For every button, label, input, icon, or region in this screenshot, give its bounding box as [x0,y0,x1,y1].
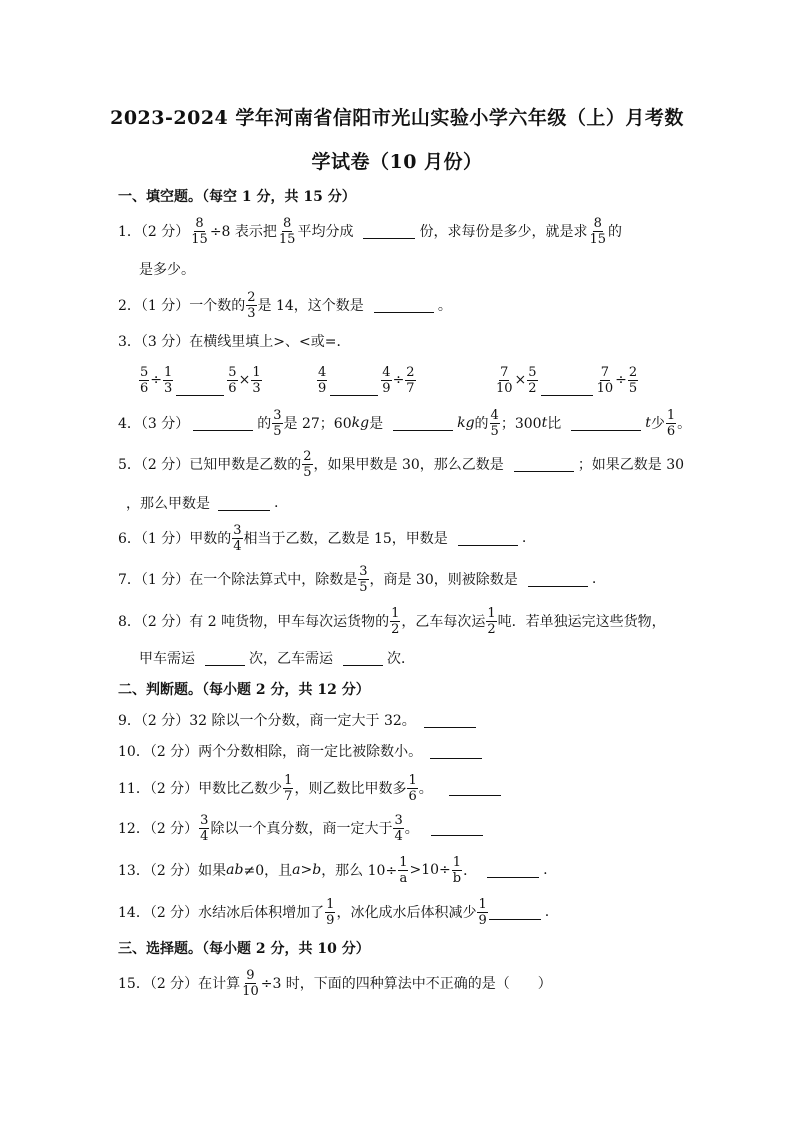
unit-t: t [645,415,651,431]
fraction-1-3: $\frac{1}{3}$ [252,364,261,396]
q7-text: ，商是 30，则被除数是 [369,572,518,588]
q10-text: 10．（2 分）两个分数相除，商一定比被除数小。 [118,744,423,760]
exam-title-line2: 学试卷（10 月份） [311,151,483,173]
divide-sign: ÷ [615,372,627,388]
q2-text-2: 是 14，这个数是 [257,298,364,314]
fraction-3-5: $\frac{3}{5}$ [273,407,282,439]
var-b: b [312,862,322,878]
fraction-5-2: $\frac{5}{2}$ [528,364,537,396]
question-12 [118,805,487,851]
compare-blank[interactable] [541,365,593,396]
fraction-8-15: $\frac{8}{15}$ [278,215,296,247]
q4-number: 4．（3 分） [118,416,190,432]
q7-text: 7．（1 分）在一个除法算式中，除数是 [118,572,358,588]
q12-text: 12．（2 分） [118,821,199,837]
exam-title-line1: 2023-2024 学年河南省信阳市光山实验小学六年级（上）月考数 [110,107,684,129]
divide-sign: ÷ [392,372,405,388]
q5-text: . [274,495,279,511]
fraction-9-10: $\frac{9}{10}$ [242,967,259,999]
fraction-4-5: $\frac{4}{5}$ [490,407,499,439]
question-4 [118,400,691,446]
times-sign: × [238,372,251,388]
fraction-1-b: $\frac{1}{b}$ [452,854,462,886]
q4-text: 是 [369,416,384,432]
fraction-2-3: $\frac{2}{3}$ [247,289,256,321]
compare-blank[interactable] [330,365,378,396]
q5-text: ；如果乙数是 30 [577,457,685,473]
q14-text: 14．（2 分）水结冰后体积增加了 [118,905,325,921]
answer-blank[interactable] [218,496,270,511]
q3-text: 3．（3 分）在横线里填上>、<或=． [118,334,351,350]
var-a: a [292,862,301,878]
q1-number: 1．（2 分） [118,224,190,240]
greater-sign: > [300,862,313,878]
q11-text: 11．（2 分）甲数比乙数少 [118,781,283,797]
q14-text: . [544,904,550,920]
fraction-3-5: $\frac{3}{5}$ [359,563,368,595]
q4-text: 。 [677,416,692,432]
q4-text: 的 [257,416,272,432]
q4-text: 少 [650,416,665,432]
answer-blank[interactable] [514,457,574,472]
section-choice-heading: 三、选择题。（每小题 2 分，共 10 分） [118,941,370,957]
answer-blank[interactable] [458,531,518,546]
answer-blank[interactable] [528,572,588,587]
fraction-1-a: $\frac{1}{a}$ [399,854,408,886]
q13-text: >10÷ [409,862,451,878]
answer-blank[interactable] [430,744,482,759]
fraction-8-15: $\frac{8}{15}$ [589,215,606,247]
q15-text: 15．（2 分）在计算 [118,976,241,992]
q6-text: 相当于乙数，乙数是 15，甲数是 [243,531,448,547]
question-13 [118,847,548,893]
fraction-3-4: $\frac{3}{4}$ [394,812,403,844]
question-14 [118,889,549,935]
fraction-2-7: $\frac{2}{7}$ [406,364,415,396]
q6-text: . [521,530,527,546]
answer-blank[interactable] [487,863,539,878]
q9-text: 9．（2 分）32 除以一个分数，商一定大于 32。 [118,713,416,729]
q8-text: 吨．若单独运完这些货物， [497,614,666,630]
fraction-1-6: $\frac{1}{6}$ [666,407,676,439]
section-fill-blank-heading: 一、填空题。（每空 1 分，共 15 分） [118,189,356,205]
fraction-1-2: $\frac{1}{2}$ [391,605,400,637]
answer-blank[interactable] [449,781,501,796]
q3-compare-3 [494,357,639,403]
answer-blank[interactable] [571,416,641,431]
q1-text-5: 是多少。 [139,262,195,278]
q13-text: . [543,862,548,878]
answer-blank[interactable] [424,713,476,728]
q2-text-1: 2．（1 分）一个数的 [118,298,246,314]
answer-blank[interactable] [393,416,453,431]
divide-sign: ÷ [150,372,163,388]
q11-text: ，则乙数比甲数多 [294,781,407,797]
answer-blank[interactable] [363,224,415,239]
q5-text: 5．（2 分）已知甲数是乙数的 [118,457,302,473]
fraction-8-15: $\frac{8}{15}$ [191,215,208,247]
unit-kg: kg [457,415,475,431]
q13-text: 13．（2 分）如果 [118,863,227,879]
fraction-1-9: $\frac{1}{9}$ [478,896,487,928]
answer-blank[interactable] [489,905,541,920]
q3-compare-2 [316,357,417,403]
fraction-5-6: $\frac{5}{6}$ [140,364,149,396]
fraction-4-9: $\frac{4}{9}$ [318,364,327,396]
q1-text-2: 平均分成 [297,224,354,240]
fraction-1-7: $\frac{1}{7}$ [284,772,293,804]
answer-blank[interactable] [374,298,434,313]
q4-text: 的 [474,416,489,432]
answer-blank[interactable] [205,651,245,666]
fraction-5-6: $\frac{5}{6}$ [228,364,237,396]
answer-blank[interactable] [193,416,253,431]
q4-text: 是 27；60 [283,416,352,432]
times-sign: × [514,372,527,388]
question-6 [118,515,526,561]
q2-text-3: 。 [437,298,452,314]
fraction-2-5: $\frac{2}{5}$ [628,364,638,396]
q13-text: ≠0，且 [243,863,293,879]
fraction-3-4: $\frac{3}{4}$ [233,522,242,554]
q8-text: ，乙车每次运 [401,614,486,630]
q11-text: 。 [418,781,433,797]
section-true-false-heading: 二、判断题。（每小题 2 分，共 12 分） [118,682,370,698]
q5-text: ，那么甲数是 [126,496,210,512]
q3-compare-1 [138,357,263,403]
q4-text: 比 [547,416,562,432]
q13-text: ． [463,863,478,879]
question-8-cont [139,635,415,681]
q4-text: ；300 [500,416,542,432]
q8-text: 次． [387,651,415,667]
q14-text: ，冰化成水后体积减少 [336,905,477,921]
q7-text: . [591,571,597,587]
fraction-1-6: $\frac{1}{6}$ [408,772,417,804]
fraction-7-10: $\frac{7}{10}$ [496,364,513,396]
q5-text: ，如果甲数是 30，那么乙数是 [313,457,504,473]
fraction-1-3: $\frac{1}{3}$ [164,364,173,396]
q8-text: 次，乙车需运 [249,651,333,667]
q8-text: 甲车需运 [139,651,195,667]
q12-text: 。 [404,821,419,837]
q8-text: 8．（2 分）有 2 吨货物，甲车每次运货物的 [118,614,390,630]
answer-blank[interactable] [343,651,383,666]
fraction-3-4: $\frac{3}{4}$ [200,812,209,844]
unit-t: t [541,415,548,431]
question-7 [118,556,596,602]
question-15 [118,960,552,1006]
q15-text: ÷3 时，下面的四种算法中不正确的是（ ） [260,976,552,992]
q12-text: 除以一个真分数，商一定大于 [210,821,393,837]
fraction-4-9: $\frac{4}{9}$ [382,364,391,396]
fraction-7-10: $\frac{7}{10}$ [596,364,614,396]
compare-blank[interactable] [176,365,224,396]
answer-blank[interactable] [431,821,483,836]
fraction-1-9: $\frac{1}{9}$ [326,896,335,928]
q1-text-3: 份，求每份是多少，就是求 [419,224,588,240]
q1-text-4: 的 [608,224,622,240]
var-ab: ab [226,862,244,878]
q6-text: 6．（1 分）甲数的 [118,531,232,547]
q13-text: ，那么 10÷ [321,863,398,879]
fraction-1-2: $\frac{1}{2}$ [487,605,496,637]
unit-kg: kg [351,415,370,431]
fraction-2-5: $\frac{2}{5}$ [303,448,312,480]
q1-text-1: ÷8 表示把 [209,224,277,240]
